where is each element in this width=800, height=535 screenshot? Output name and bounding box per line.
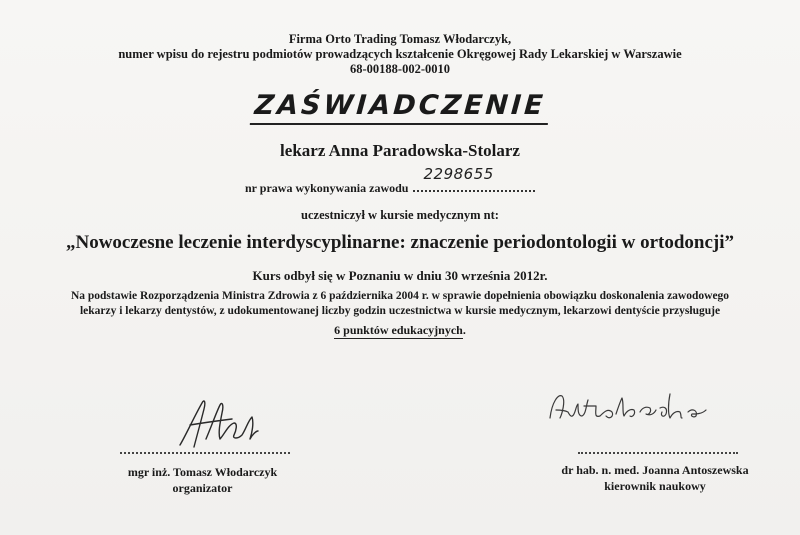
certificate-title xyxy=(0,90,800,125)
points-suffix: . xyxy=(462,323,466,337)
license-label: nr prawa wykonywania zawodu xyxy=(245,181,409,195)
registry-info: numer wpisu do rejestru podmiotów prowadzących kształcenie Okręgowej Rady Lekarskiej w Warszawie xyxy=(118,47,682,61)
scientific-director-role: kierownik naukowy xyxy=(604,479,706,493)
course-title: „Nowoczesne leczenie interdyscyplinarne: znaczenie periodontologii w ortodoncji” xyxy=(65,232,735,253)
points-line xyxy=(0,323,800,338)
course-date-location: Kurs odbył się w Poznaniu w dniu 30 września 2012r. xyxy=(252,268,548,283)
license-number: 2298655 xyxy=(423,165,494,183)
license-line xyxy=(245,165,535,196)
organizer-name: mgr inż. Tomasz Włodarczyk xyxy=(127,465,278,479)
points-awarded: 6 punktów edukacyjnych xyxy=(334,323,463,337)
license-dotted-field xyxy=(413,165,535,192)
organizer-signature xyxy=(172,395,262,455)
recipient-name: lekarz Anna Paradowska-Stolarz xyxy=(280,141,520,160)
scientific-director-signature-line xyxy=(578,452,738,454)
organizer-role: organizator xyxy=(172,481,233,495)
regulation-line-1: Na podstawie Rozporządzenia Ministra Zdrowia z 6 października 2004 r. w sprawie dopełnienia obowiązku doskonalenia zawodowego xyxy=(70,290,730,302)
regulation-line-2: lekarzy i lekarzy dentystów, z udokumentowanej liczby godzin uczestnictwa w kursie medycznym, lekarzowi dentyście przysługuje xyxy=(79,305,721,317)
scientific-director-signature xyxy=(546,388,736,428)
registry-number: 68-00188-002-0010 xyxy=(350,62,450,76)
scientific-director-name: dr hab. n. med. Joanna Antoszewska xyxy=(561,463,749,477)
organizer-signature-line xyxy=(120,452,290,454)
participation-text: uczestniczył w kursie medycznym nt: xyxy=(301,208,499,222)
certificate-title-text: ZAŚWIADCZENIE xyxy=(249,90,550,125)
issuer-name: Firma Orto Trading Tomasz Włodarczyk, xyxy=(288,32,512,46)
